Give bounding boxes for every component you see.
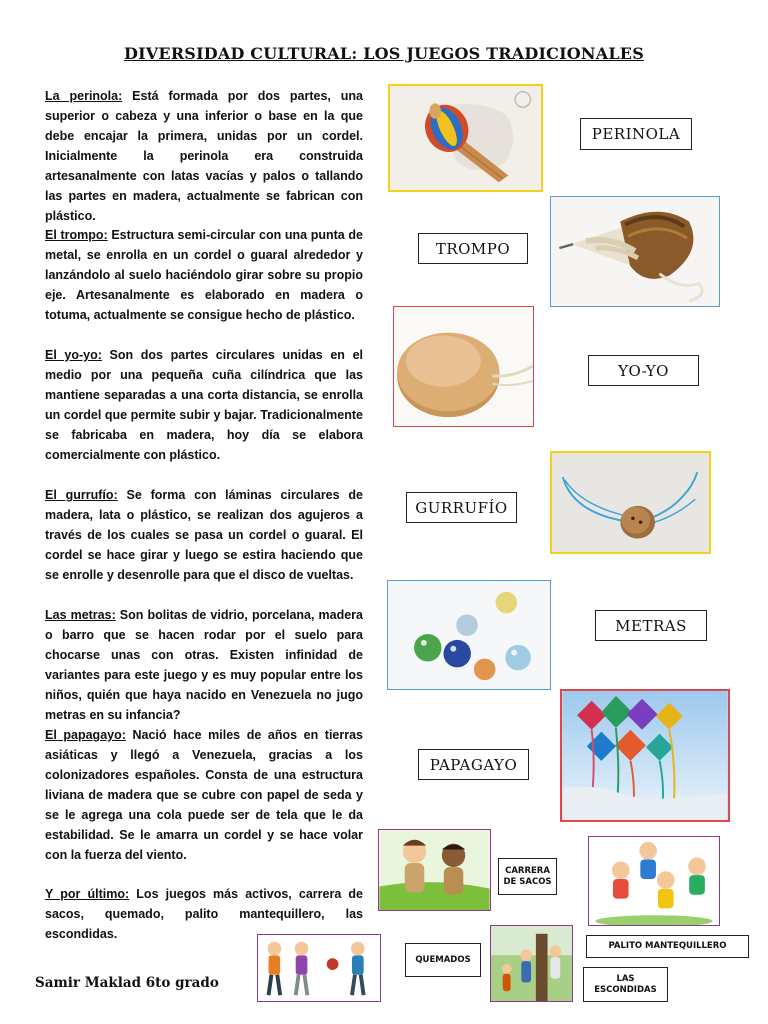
hide-and-seek-icon: [491, 926, 572, 1001]
label-gurrufio: GURRUFÍO: [406, 492, 517, 523]
gurrufio-icon: [552, 453, 709, 552]
label-escondidas: LAS ESCONDIDAS: [583, 967, 668, 1002]
quemados-image: [257, 934, 381, 1002]
term-gurrufio: El gurrufío:: [45, 488, 118, 502]
label-trompo: TROMPO: [418, 233, 528, 264]
label-palito: PALITO MANTEQUILLERO: [586, 935, 749, 958]
label-perinola: PERINOLA: [580, 118, 692, 150]
label-carrera: CARRERA DE SACOS: [498, 858, 557, 895]
text-gurrufio: Se forma con láminas circulares de madera, lata o plástico, se realizan dos agujeros a través de los cuales se pasa un cordel o guaral. El cordel se hace girar y luego se estira haciendo que se enrolle y desenrolle para que el disco de vueltas.: [45, 488, 363, 582]
gurrufio-image: [550, 451, 711, 554]
perinola-image: [388, 84, 543, 192]
term-metras: Las metras:: [45, 608, 116, 622]
term-perinola: La perinola:: [45, 89, 123, 103]
text-trompo: Estructura semi-circular con una punta de metal, se enrolla en un cordel o guaral alrededor y lanzándolo al suelo haciéndolo girar sobre su propio eje. Artesanalmente es elaborado en madera o totuma, actualmente se consigue hecho de plástico.: [45, 228, 364, 322]
section-gurrufio: [45, 485, 363, 585]
author-footer: Samir Maklad 6to grado: [35, 975, 219, 991]
carrera-image: [378, 829, 491, 911]
trompo-icon: [551, 197, 719, 306]
dodgeball-icon: [258, 935, 380, 1001]
sack-race-icon: [379, 830, 490, 910]
section-papagayo: [45, 725, 363, 865]
metras-icon: [388, 581, 550, 689]
escondidas-image: [490, 925, 573, 1002]
text-perinola: Está formada por dos partes, una superior o cabeza y una inferior o base en la que debe encajar la primera, unidas por un cordel. Inicialmente la perinola era construida artesanalmente con latas vacías y palos o tallando las partes en madera, actualmente se fabrican con plástico.: [45, 89, 363, 223]
label-quemados: QUEMADOS: [405, 943, 481, 977]
text-ultimo: Los juegos más activos, carrera de sacos, quemado, palito mantequillero, las escondidas.: [45, 887, 363, 941]
palito-image: [588, 836, 720, 926]
label-papagayo: PAPAGAYO: [418, 749, 529, 780]
section-perinola: [45, 86, 363, 226]
papagayo-image: [560, 689, 730, 822]
papagayo-icon: [562, 691, 728, 820]
term-ultimo: Y por último:: [45, 887, 130, 901]
page-title: DIVERSIDAD CULTURAL: LOS JUEGOS TRADICIONALES: [124, 44, 644, 63]
yoyo-image: [393, 306, 534, 427]
term-papagayo: El papagayo:: [45, 728, 126, 742]
running-children-icon: [589, 837, 719, 925]
section-trompo: [45, 225, 363, 325]
label-yoyo: YO-YO: [588, 355, 699, 386]
term-yoyo: El yo-yo:: [45, 348, 102, 362]
trompo-image: [550, 196, 720, 307]
term-trompo: El trompo:: [45, 228, 108, 242]
section-metras: [45, 605, 363, 725]
section-yoyo: [45, 345, 363, 465]
text-yoyo: Son dos partes circulares unidas en el medio por una pequeña cuña cilíndrica que las mantiene separadas a una corta distancia, se enrolla un cordel que permite subir y bajar. Tradicionalmente se fabricaba en madera, hoy día se elabora comercialmente con plástico.: [45, 348, 363, 462]
metras-image: [387, 580, 551, 690]
yoyo-icon: [394, 307, 533, 426]
text-papagayo: Nació hace miles de años en tierras asiáticas y llegó a Venezuela, gracias a los colonizadores españoles. Consta de una estructura liviana de madera que se cubre con papel de seda y se le agrega una cola puede ser de tela que le da estabilidad. Se le amarra un cordel y se hace volar con la fuerza del viento.: [45, 728, 364, 862]
perinola-icon: [390, 86, 541, 190]
text-metras: Son bolitas de vidrio, porcelana, madera o barro que se hacen rodar por el suelo para chocarse unas con otras. Existen infinidad de variantes para este juego y es muy popular entre los niños, quién que haya nacido en Venezuela no jugo metras en su infancia?: [45, 608, 363, 722]
label-metras: METRAS: [595, 610, 707, 641]
